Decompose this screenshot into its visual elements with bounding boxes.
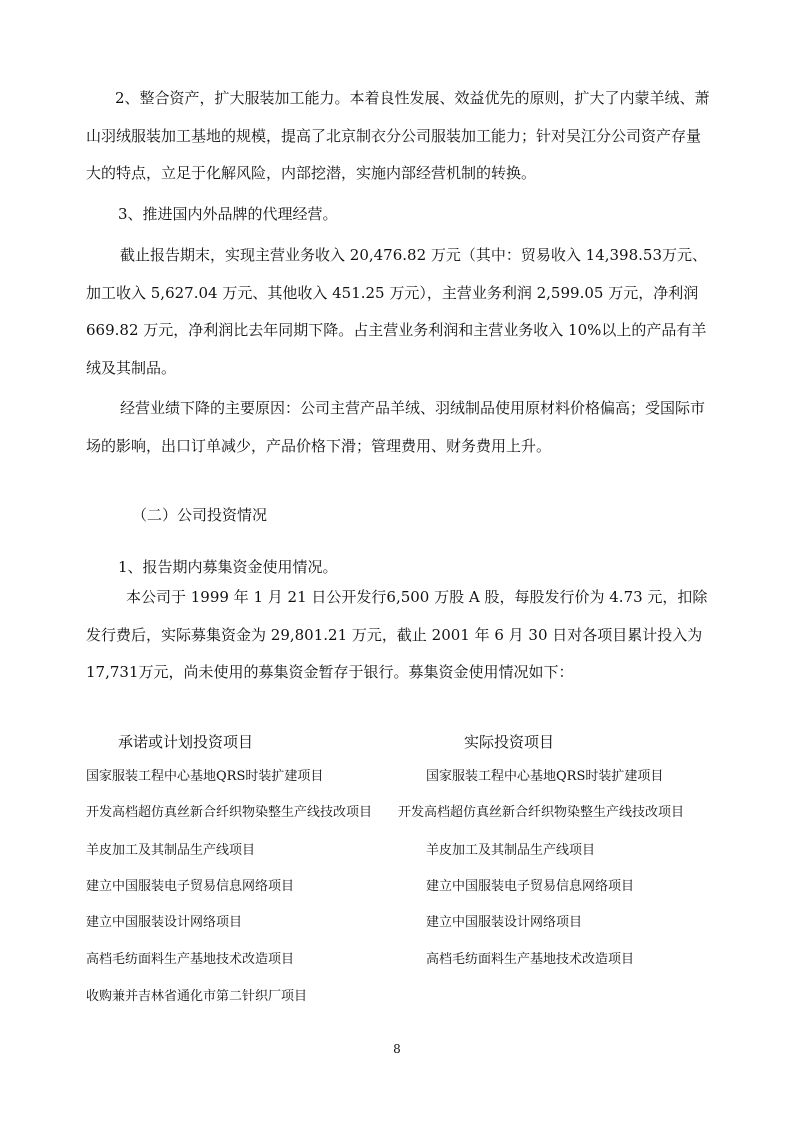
table-cell-actual: 高档毛纺面料生产基地技术改造项目 [426, 952, 635, 967]
table-cell-planned: 高档毛纺面料生产基地技术改造项目 [86, 952, 295, 967]
table-cell-actual: 国家服装工程中心基地QRS时装扩建项目 [426, 769, 664, 784]
table-cell-planned: 建立中国服装电子贸易信息网络项目 [86, 879, 295, 894]
page-number: 8 [393, 1042, 401, 1056]
table-header-actual: 实际投资项目 [464, 733, 555, 751]
paragraph-revenue-summary: 截止报告期末，实现主营业务收入 20,476.82 万元（其中：贸易收入 14,398.53万元、加工收入 5,627.04 万元、其他收入 451.25 万元），主营业务利润 2,599.05 万元，净利润669.82 万元，净利润比去年同期下降。占主营业务利润和主营业务收入 10%以上的产品有羊绒及其制品。 [86, 246, 707, 377]
table-cell-planned: 收购兼并吉林省通化市第二针织厂项目 [86, 989, 308, 1004]
paragraph-asset-integration: 2、整合资产，扩大服装加工能力。本着良性发展、效益优先的原则，扩大了内蒙羊绒、萧山羽绒服装加工基地的规模，提高了北京制衣分公司服装加工能力；针对吴江分公司资产存量大的特点，立足于化解风险，内部挖潜，实施内部经营机制的转换。 [86, 89, 710, 182]
table-cell-actual: 建立中国服装设计网络项目 [426, 915, 583, 930]
table-header-planned: 承诺或计划投资项目 [118, 733, 254, 751]
table-cell-actual: 羊皮加工及其制品生产线项目 [426, 843, 596, 858]
table-cell-planned: 开发高档超仿真丝新合纤织物染整生产线技改项目 [86, 805, 373, 820]
paragraph-fund-usage-detail: 本公司于 1999 年 1 月 21 日公开发行6,500 万股 A 股，每股发行价为 4.73 元，扣除发行费后，实际募集资金为 29,801.21 万元，截止 2001 年 6 月 30 日对各项目累计投入为17,731万元，尚未使用的募集资金暂存于银行。募集资金使用情况如下： [86, 588, 708, 681]
table-cell-actual: 建立中国服装电子贸易信息网络项目 [426, 879, 635, 894]
paragraph-brand-agency: 3、推进国内外品牌的代理经营。 [118, 205, 338, 223]
table-cell-planned: 羊皮加工及其制品生产线项目 [86, 843, 256, 858]
section-heading-investment: （二）公司投资情况 [132, 506, 268, 524]
paragraph-decline-reasons: 经营业绩下降的主要原因：公司主营产品羊绒、羽绒制品使用原材料价格偏高；受国际市场的影响，出口订单减少，产品价格下滑；管理费用、财务费用上升。 [86, 399, 706, 455]
table-cell-actual: 开发高档超仿真丝新合纤织物染整生产线技改项目 [398, 805, 685, 820]
table-cell-planned: 建立中国服装设计网络项目 [86, 915, 243, 930]
paragraph-fund-usage-title: 1、报告期内募集资金使用情况。 [118, 558, 338, 576]
table-cell-planned: 国家服装工程中心基地QRS时装扩建项目 [86, 769, 324, 784]
